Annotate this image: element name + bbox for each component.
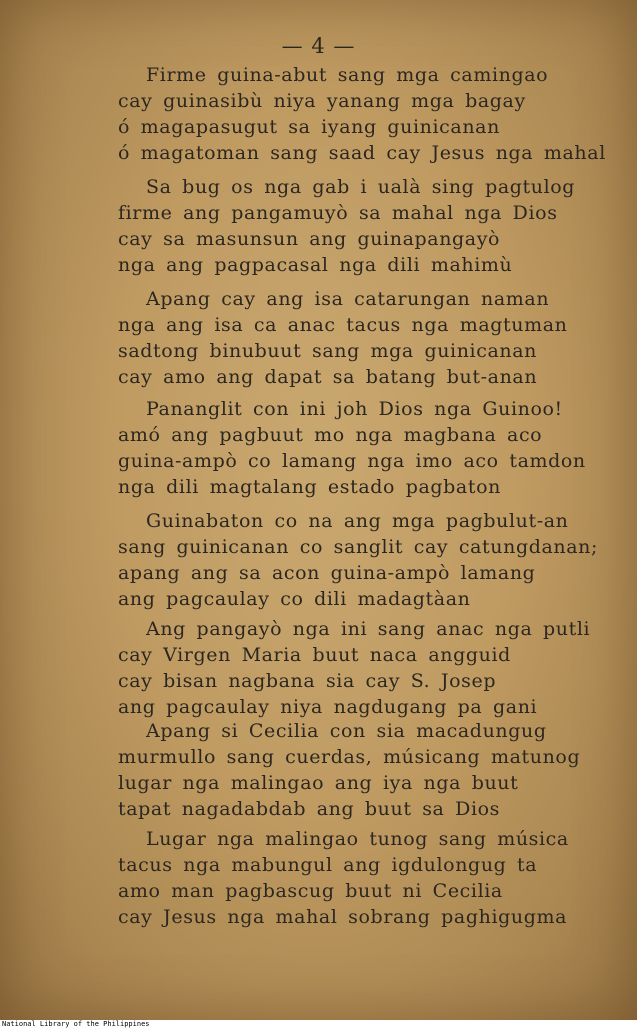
verse-line: nga ang isa ca anac tacus nga magtuman [118,314,568,336]
verse-line: Sa bug os nga gab i ualà sing pagtulog [146,176,576,198]
verse-line: cay bisan nagbana sia cay S. Josep [118,670,497,692]
stanza-5 [118,508,599,612]
verse-line: ó magatoman sang saad cay Jesus nga mahal [118,142,606,164]
verse-line: amó ang pagbuut mo nga magbana aco [118,424,543,446]
verse-line: Guinabaton co na ang mga pagbulut-an [146,510,569,532]
verse-line: Apang si Cecilia con sia macadungug [146,720,547,742]
verse-line: Apang cay ang isa catarungan naman [146,288,550,310]
verse-line: guina-ampò co lamang nga imo aco tamdon [118,450,586,472]
stanza-8 [118,826,588,930]
stanza-3 [118,286,588,390]
verse-line: cay Virgen Maria buut naca angguid [118,644,511,666]
verse-line: amo man pagbascug buut ni Cecilia [118,880,503,902]
verse-line: ó magapasugut sa iyang guinicanan [118,116,500,138]
verse-line: cay Jesus nga mahal sobrang paghigugma [118,906,568,928]
verse-line: cay sa masunsun ang guinapangayò [118,228,501,250]
verse-line: Pananglit con ini joh Dios nga Guinoo! [146,398,563,420]
verse-line: firme ang pangamuyò sa mahal nga Dios [118,202,558,224]
stanza-6 [118,616,591,720]
verse-line: cay amo ang dapat sa batang but-anan [118,366,538,388]
verse-line: sang guinicanan co sanglit cay catungdanan; [118,536,599,558]
verse-line: ang pagcaulay niya nagdugang pa gani [118,696,538,718]
verse-line: tapat nagadabdab ang buut sa Dios [118,798,501,820]
verse-line: Lugar nga malingao tunog sang música [146,828,569,850]
page-number: — 4 — [281,34,356,58]
stanza-2 [118,174,588,278]
library-credit: National Library of the Philippines [2,1020,150,1028]
verse-line: nga dili magtalang estado pagbaton [118,476,501,498]
stanza-1 [118,62,606,166]
verse-line: Firme guina-abut sang mga camingao [146,64,549,86]
verse-line: sadtong binubuut sang mga guinicanan [118,340,538,362]
stanza-7 [118,718,588,822]
verse-line: ang pagcaulay co dili madagtàan [118,588,471,610]
verse-line: nga ang pagpacasal nga dili mahimù [118,254,513,276]
verse-line: apang ang sa acon guina-ampò lamang [118,562,536,584]
verse-line: murmullo sang cuerdas, músicang matunog [118,746,581,768]
verse-line: cay guinasibù niya yanang mga bagay [118,90,526,112]
stanza-4 [118,396,588,500]
verse-line: lugar nga malingao ang iya nga buut [118,772,519,794]
verse-line: tacus nga mabungul ang igdulongug ta [118,854,538,876]
verse-line: Ang pangayò nga ini sang anac nga putli [146,618,591,640]
